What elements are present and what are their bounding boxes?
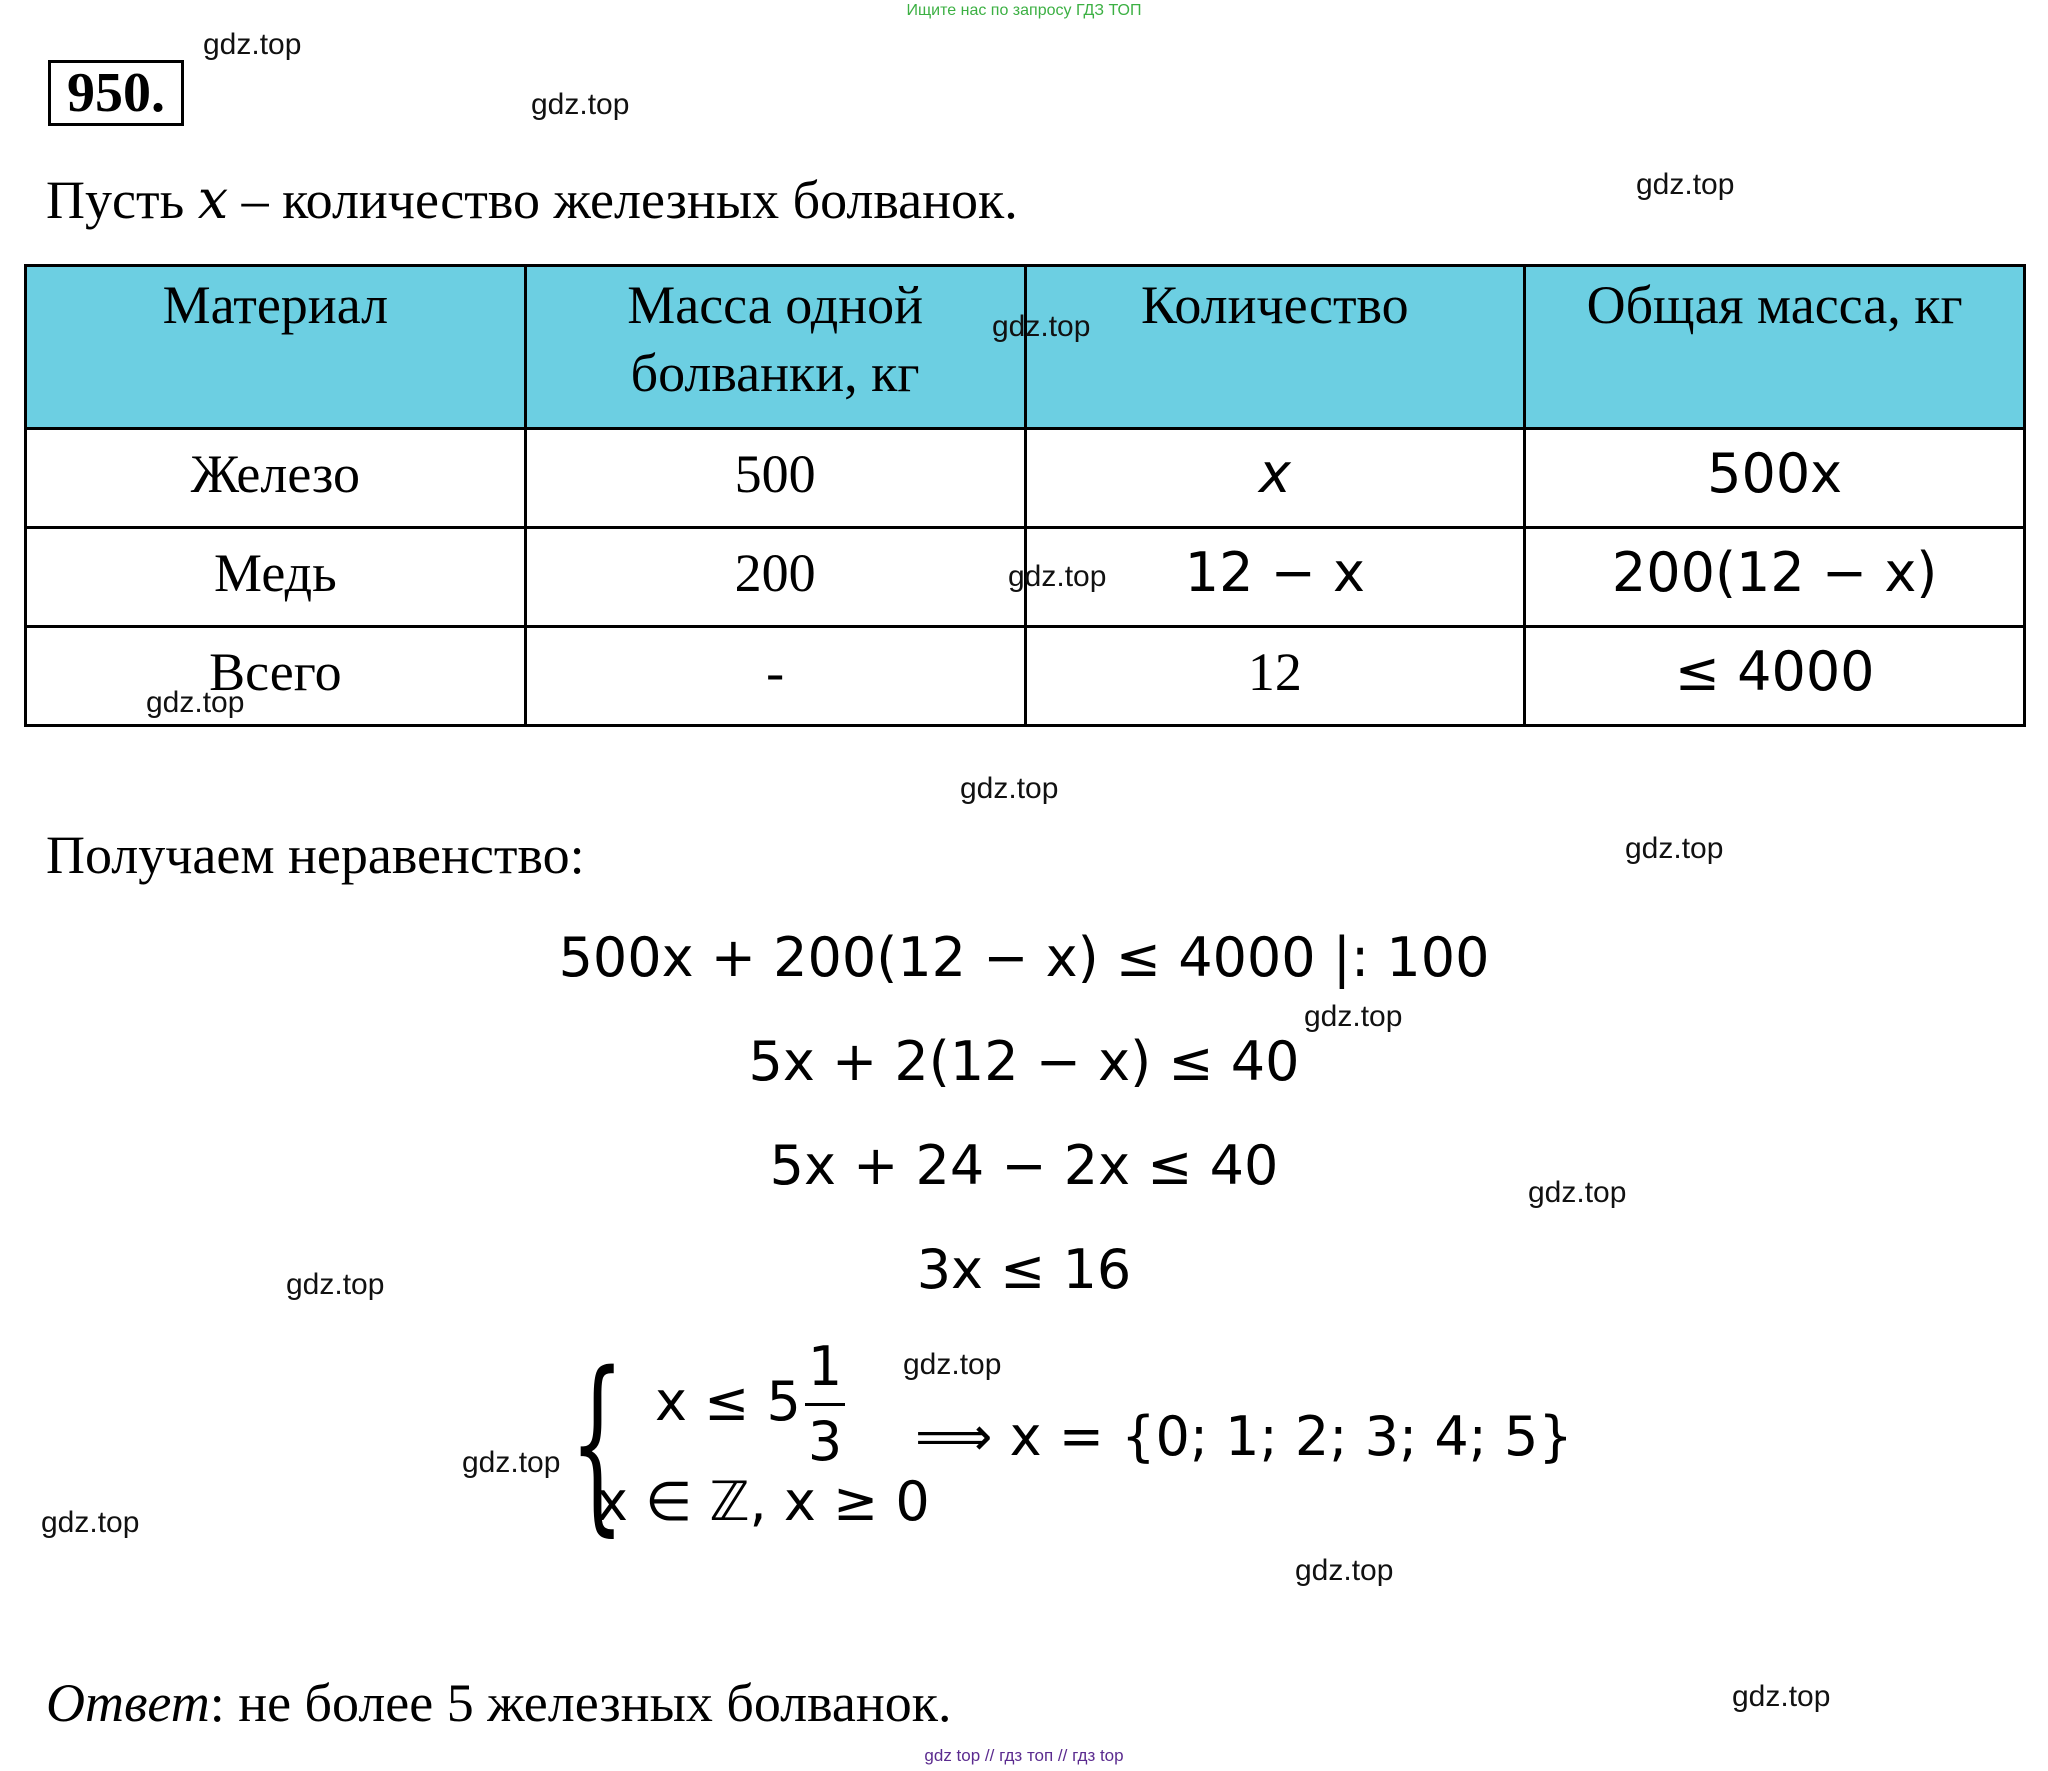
watermark: gdz.top [1528, 1176, 1627, 1209]
lead-text: Получаем неравенство: [46, 825, 585, 885]
watermark: gdz.top [1732, 1680, 1831, 1713]
table-cell: Медь [26, 528, 526, 627]
header-cell: Общая масса, кг [1525, 266, 2025, 429]
table-cell: - [525, 627, 1025, 726]
watermark: gdz.top [146, 686, 245, 719]
table-cell: Всего [26, 627, 526, 726]
answer [46, 1672, 951, 1734]
watermark: gdz.top [1295, 1554, 1394, 1587]
fraction-numerator: 1 [807, 1335, 843, 1398]
watermark: gdz.top [531, 88, 630, 121]
intro-text [46, 168, 1018, 231]
equation-1: 500x + 200(12 − x) ≤ 4000 |: 100 [558, 926, 1490, 989]
top-banner: Ищите нас по запросу ГДЗ ТОП [906, 2, 1142, 19]
watermark: gdz.top [960, 772, 1059, 805]
table-row [26, 627, 2025, 726]
intro-before: Пусть [46, 170, 198, 230]
watermark: gdz.top [1636, 168, 1735, 201]
header-cell: Масса одной болванки, кг [525, 266, 1025, 429]
header-cell: Количество [1025, 266, 1525, 429]
intro-var: x [197, 168, 229, 231]
watermark: gdz.top [992, 310, 1091, 343]
table-cell: 200(12 − x) [1525, 528, 2025, 627]
table-cell: 12 [1025, 627, 1525, 726]
task-number: 950. [48, 60, 184, 126]
footer-links: gdz top // гдз топ // гдз top [924, 1746, 1124, 1765]
table-cell: x [1025, 429, 1525, 528]
equation-3: 5x + 24 − 2x ≤ 40 [769, 1134, 1279, 1197]
intro-after: – количество железных болванок. [228, 170, 1018, 230]
table-cell: 12 − x [1025, 528, 1525, 627]
fraction [805, 1335, 845, 1474]
table-header-row [26, 266, 2025, 429]
equation-2: 5x + 2(12 − x) ≤ 40 [748, 1030, 1300, 1093]
table-cell: 200 [525, 528, 1025, 627]
watermark: gdz.top [203, 28, 302, 61]
answer-text: : не более 5 железных болванок. [209, 1673, 952, 1733]
table-cell: 500 [525, 429, 1025, 528]
fraction-bar [805, 1403, 845, 1406]
system-brace: { [570, 1332, 625, 1553]
watermark: gdz.top [1625, 832, 1724, 865]
watermark: gdz.top [1304, 1000, 1403, 1033]
table-cell: ≤ 4000 [1525, 627, 2025, 726]
fraction-denominator: 3 [807, 1410, 843, 1473]
watermark: gdz.top [462, 1446, 561, 1479]
header-cell: Материал [26, 266, 526, 429]
system-line-2: x ∈ ℤ, x ≥ 0 [596, 1470, 930, 1533]
system-result: ⟹ x = {0; 1; 2; 3; 4; 5} [915, 1405, 1573, 1468]
watermark: gdz.top [903, 1348, 1002, 1381]
system-line-1: x ≤ 5 [655, 1370, 801, 1433]
equation-4: 3x ≤ 16 [916, 1238, 1132, 1301]
table-row [26, 429, 2025, 528]
watermark: gdz.top [1008, 560, 1107, 593]
watermark: gdz.top [41, 1506, 140, 1539]
answer-label: Ответ [46, 1673, 210, 1733]
watermark: gdz.top [286, 1268, 385, 1301]
table-cell: 500x [1525, 429, 2025, 528]
table-cell: Железо [26, 429, 526, 528]
